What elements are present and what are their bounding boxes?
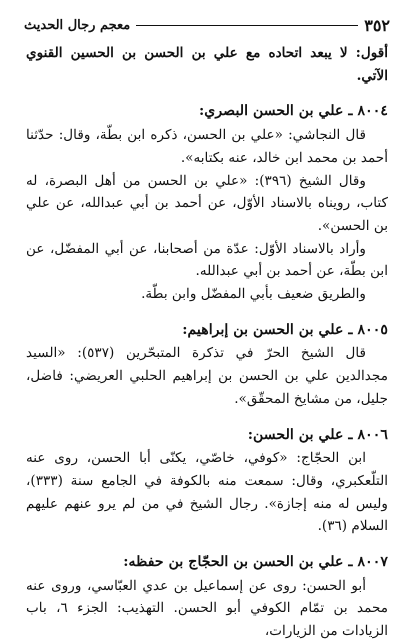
entry-paragraph: وقال الشيخ (٣٩٦): «علي بن الحسن من أهل البصرة، له كتاب، رويناه بالاسناد الأوّل، عن أحمد بن أبي عبدالله، عن علي بن الحسن». [26,172,388,234]
entry-title: ٨٠٠٤ ـ علي بن الحسن البصري: [199,103,388,120]
entry-paragraph: قال النجاشي: «علي بن الحسن، ذكره ابن بطّة، وقال: حدّثنا أحمد بن محمد ابن خالد، عنه بكتابه». [26,127,388,166]
page-number: ٣٥٢ [364,15,390,35]
entry-title: ٨٠٠٥ ـ علي بن الحسن بن إبراهيم: [182,321,388,338]
entry-paragraph: أبو الحسن: روى عن إسماعيل بن عدي العبّاسي، وروى عنه محمد بن تمّام الكوفي أبو الحسن. التهذيب: الجزء ٦، باب الزيادات من الزيارات، [26,577,388,640]
entry-title: ٨٠٠٧ ـ علي بن الحسن بن الحجّاج بن حفظه: [123,554,388,571]
entry-paragraph: قال الشيخ الحرّ في تذكرة المتبحّرين (٥٣٧): «السيد مجدالدين علي بن الحسن بن إبراهيم الحلبي العريضي: فاضل، جليل، من مشايخ المحقّق». [26,345,388,407]
page-header [24,14,390,36]
page-body [26,40,388,643]
entry-8006 [26,424,388,539]
entry-8007 [26,551,388,643]
entry-title: ٨٠٠٦ ـ علي بن الحسن: [247,426,388,443]
running-title: معجم رجال الحديث [24,17,131,33]
entry-8004 [26,100,388,305]
intro-remark: أقول: لا يبعد اتحاده مع علي بن الحسن بن الحسين القنوي الآتي. [26,45,388,84]
entry-paragraph: والطريق ضعيف بأبي المفضّل وابن بطّة. [141,286,366,303]
header-rule [136,25,358,26]
entry-paragraph: ابن الحجّاج: «كوفي، خاصّي، يكنّى أبا الحسن، روى عنه التلّعكبري، وقال: سمعت منه بالكوفة في الجامع سنة (٣٣٣)، وليس له منه إجازة». رجال الشيخ في من لم يرو عنهم عليهم السلام (٣٦). [26,450,388,535]
entry-paragraph: وأراد بالاسناد الأوّل: عدّة من أصحابنا، عن أبي المفضّل، عن ابن بطّة، عن أحمد بن أبي عبدالله. [26,240,388,280]
entry-8005 [26,319,388,411]
